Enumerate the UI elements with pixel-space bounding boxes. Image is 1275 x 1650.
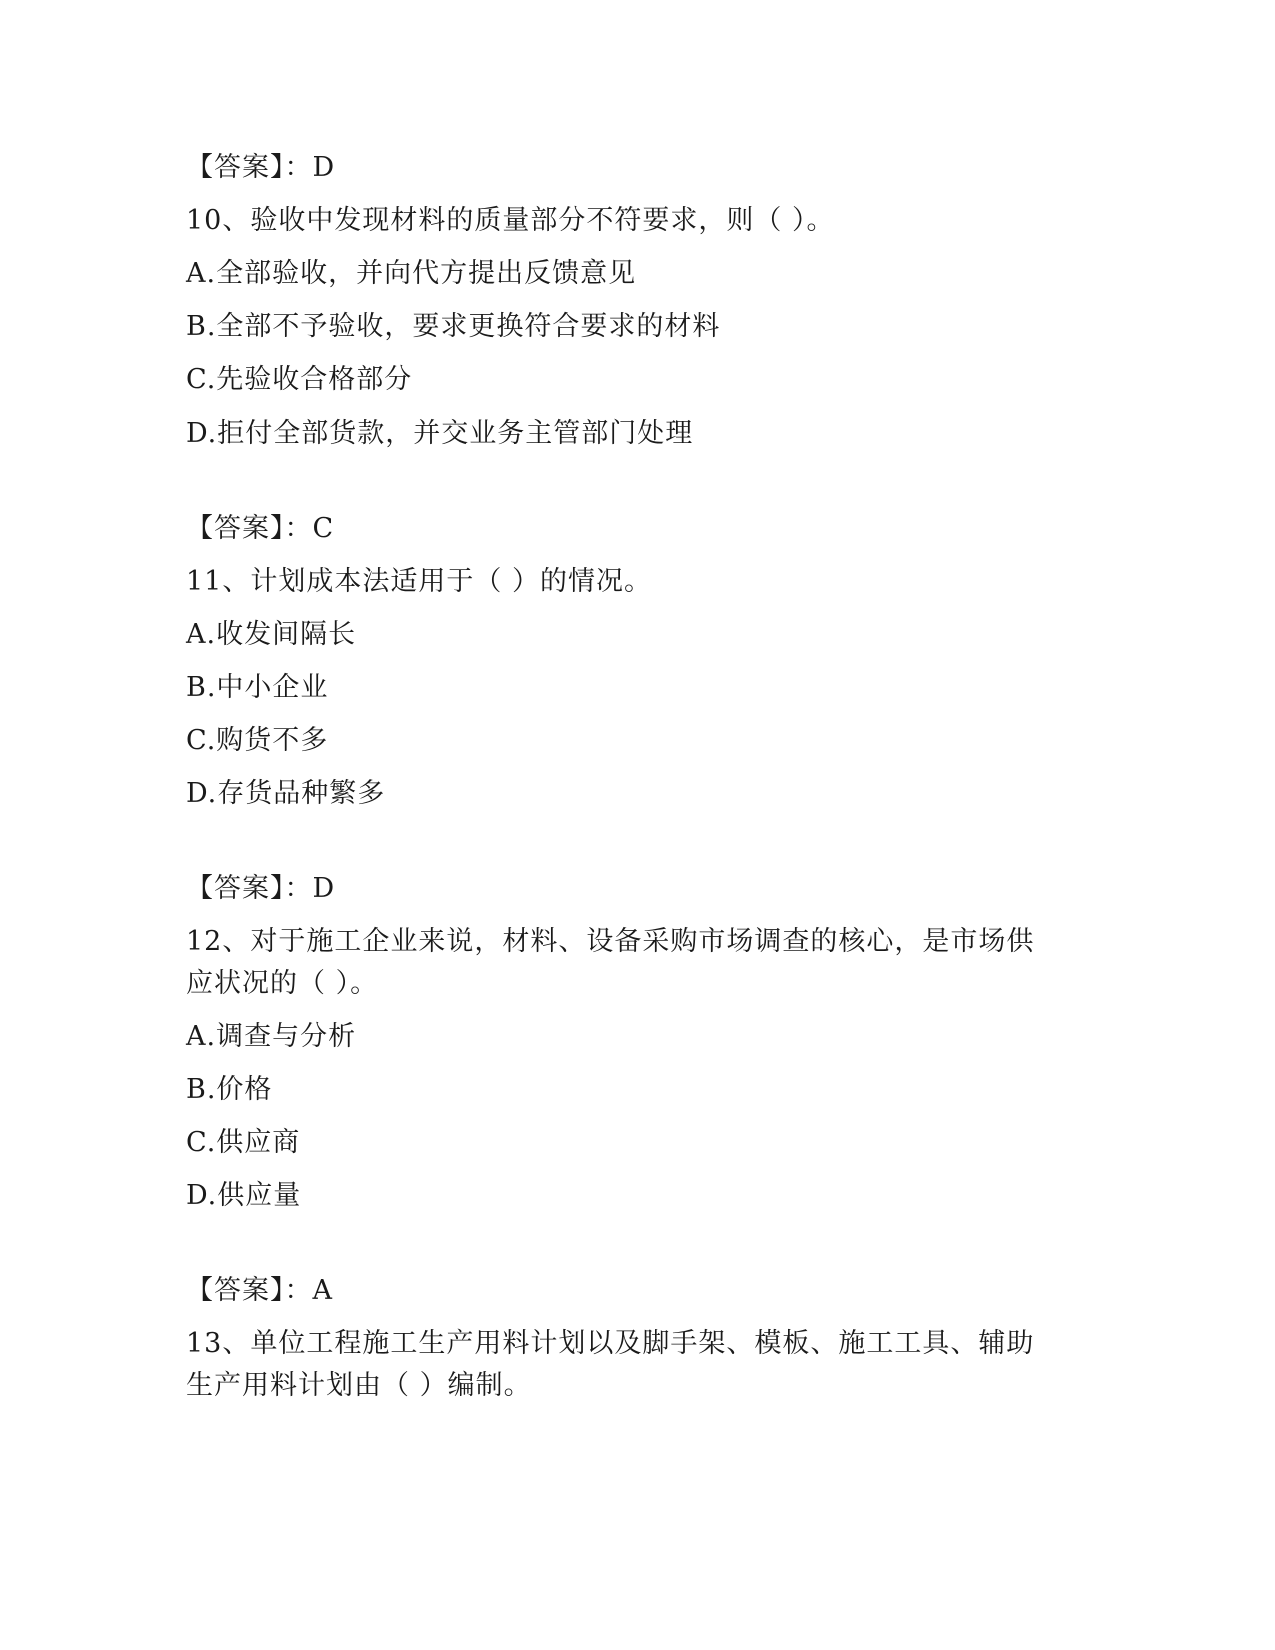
answer-label: 【答案】：D	[186, 152, 336, 183]
option-c: C.先验收合格部分	[186, 364, 413, 395]
question-text-line-2: 生产用料计划由（ ）编制。	[186, 1370, 532, 1401]
option-a: A.全部验收，并向代方提出反馈意见	[186, 258, 637, 289]
question-text-line-1: 13、单位工程施工生产用料计划以及脚手架、模板、施工工具、辅助	[186, 1328, 1035, 1359]
option-c: C.供应商	[186, 1127, 301, 1158]
answer-label: 【答案】：D	[186, 873, 336, 904]
question-text: 10、验收中发现材料的质量部分不符要求，则（ ）。	[186, 205, 835, 236]
question-text-line-2: 应状况的（ ）。	[186, 968, 379, 999]
option-a: A.调查与分析	[186, 1021, 357, 1052]
option-b: B.中小企业	[186, 672, 329, 703]
answer-label: 【答案】：A	[186, 1275, 333, 1306]
answer-label: 【答案】：C	[186, 513, 335, 544]
option-d: D.供应量	[186, 1180, 302, 1211]
option-d: D.存货品种繁多	[186, 778, 386, 809]
option-b: B.价格	[186, 1074, 273, 1105]
option-d: D.拒付全部货款，并交业务主管部门处理	[186, 418, 694, 449]
question-text: 11、计划成本法适用于（ ）的情况。	[186, 566, 652, 597]
option-a: A.收发间隔长	[186, 619, 357, 650]
question-text-line-1: 12、对于施工企业来说，材料、设备采购市场调查的核心，是市场供	[186, 926, 1035, 957]
option-c: C.购货不多	[186, 725, 329, 756]
option-b: B.全部不予验收，要求更换符合要求的材料	[186, 311, 721, 342]
